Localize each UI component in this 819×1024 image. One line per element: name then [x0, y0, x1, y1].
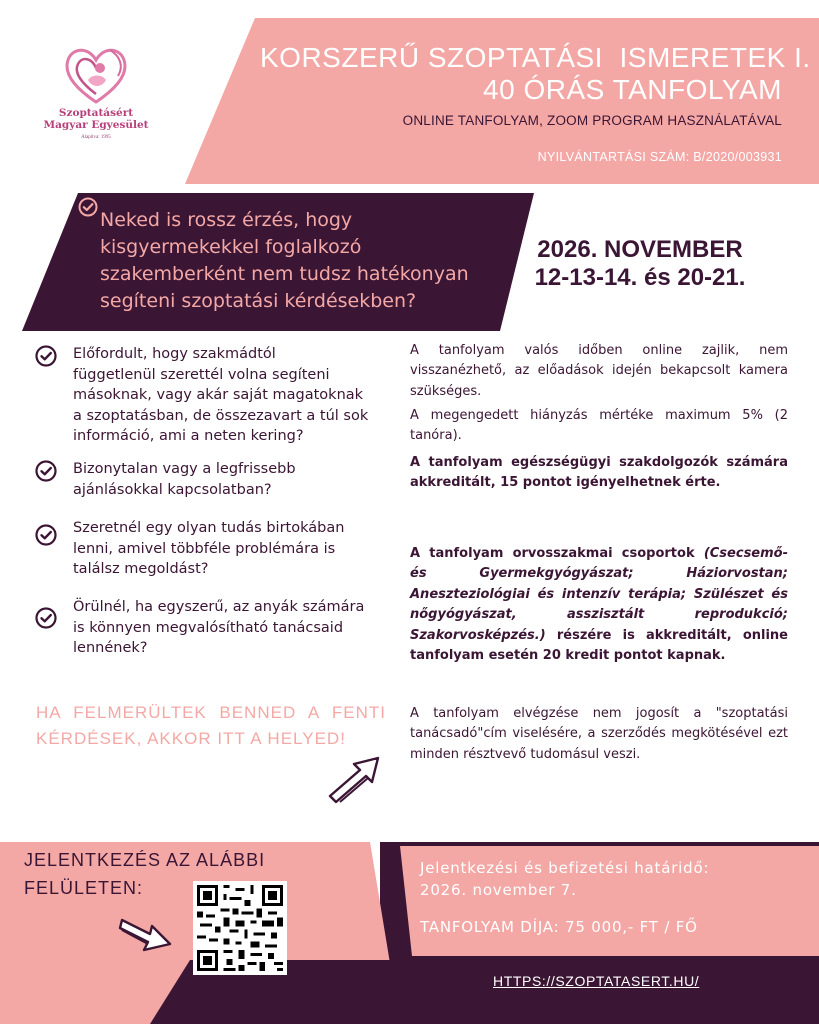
list-item [73, 344, 383, 447]
registration-label-line2: FELÜLETEN: [24, 878, 144, 898]
question-line3: szakemberként nem tudsz hatékonyan [100, 263, 469, 285]
list-item-line: is könnyen megvalósítható tanácsaid [73, 619, 344, 636]
arrow-down-right-icon [118, 910, 176, 956]
date-line1: 2026. NOVEMBER [537, 236, 743, 263]
arrow-up-right-icon [326, 752, 384, 804]
title-line1: KORSZERŰ SZOPTATÁSI ISMERETEK I. [260, 42, 811, 73]
check-circle-icon [78, 197, 98, 217]
list-item-line: másoknak, vagy akár saját magatoknak [73, 387, 364, 403]
deadline-date: 2026. november 7. [420, 881, 577, 899]
logo-founded: Alapítva: 1995 [81, 135, 111, 140]
list-item-line: Örülnél, ha egyszerű, az anyák számára [73, 599, 365, 615]
title-line2: 40 ÓRÁS TANFOLYAM [483, 74, 782, 105]
list-item-line: függetlenül szerettél volna segíteni [73, 366, 330, 383]
date-line2: 12-13-14. és 20-21. [534, 264, 746, 291]
check-circle-icon [35, 524, 57, 546]
check-circle-icon [35, 607, 57, 629]
logo-name-line1: Szoptatásért [58, 107, 134, 119]
logo-heart-icon [62, 44, 130, 106]
course-format: ONLINE TANFOLYAM, ZOOM PROGRAM HASZNÁLATÁVAL [402, 113, 782, 128]
course-fee: TANFOLYAM DÍJA: 75 000,- FT / FŐ [420, 918, 698, 936]
list-item-line: lenni, amivel többféle problémára is [73, 540, 336, 557]
website-link[interactable]: HTTPS://SZOPTATASERT.HU/ [493, 973, 700, 989]
info-paragraph: A tanfolyam valós időben online zajlik, nem visszanézhető, az előadások idején bekapcsolt kamera szükséges. [410, 343, 788, 399]
list-item [73, 518, 383, 580]
qr-code[interactable] [193, 881, 287, 975]
logo-name [40, 107, 152, 131]
call-to-action: HA FELMERÜLTEK BENNED A FENTI KÉRDÉSEK, AKKOR ITT A HELYED! [36, 703, 386, 748]
question-line2: kisgyermekekkel foglalkozó [100, 236, 362, 258]
registration-label-line1: JELENTKEZÉS AZ ALÁBBI [24, 850, 266, 870]
check-circle-icon [35, 345, 57, 367]
registration-number: NYILVÁNTARTÁSI SZÁM: B/2020/003931 [537, 150, 782, 164]
accreditation-paragraph: A tanfolyam egészségügyi szakdolgozók számára akkreditált, 15 pontot igényelhetnek érte. [410, 455, 788, 491]
accreditation-text-end: részére is akkreditált, online tanfolyam esetén 20 kredit pontot kapnak. [410, 627, 788, 664]
application-deadline [420, 857, 780, 901]
deadline-label: Jelentkezési és befizetési határidő: [420, 859, 710, 877]
logo-name-line2: Magyar Egyesület [43, 119, 149, 131]
page-title [260, 42, 811, 106]
list-item-line: Előfordult, hogy szakmádtól [73, 346, 276, 362]
list-item-line: információ, ami a neten kering? [73, 428, 304, 444]
question-line1: Neked is rossz érzés, hogy [100, 209, 353, 231]
accreditation-text: A tanfolyam orvosszakmai csoportok [410, 546, 704, 561]
info-paragraph: A megengedett hiányzás mértéke maximum 5% (2 tanóra). [410, 408, 788, 444]
association-logo [40, 44, 150, 154]
question-line4: segíteni szoptatási kérdésekben? [100, 290, 417, 312]
list-item-line: ajánlásokkal kapcsolatban? [73, 481, 272, 498]
disclaimer-paragraph: A tanfolyam elvégzése nem jogosít a "szoptatási tanácsadó"cím viselésére, a szerződés megkötésével ezt minden résztvevő tudomásul veszi. [410, 706, 788, 762]
check-circle-icon [35, 460, 57, 482]
list-item [73, 597, 383, 659]
question-text [100, 207, 520, 315]
list-item [73, 459, 383, 500]
medical-accreditation-paragraph [410, 544, 788, 666]
qr-code-icon [197, 885, 283, 971]
list-item-line: lennének? [73, 640, 148, 656]
list-item-line: találsz megoldást? [73, 561, 209, 577]
course-dates [520, 236, 760, 292]
list-item-line: Szeretnél egy olyan tudás birtokában [73, 520, 345, 536]
list-item-line: Bizonytalan vagy a legfrissebb [73, 461, 296, 477]
list-item-line: a szoptatásban, de összezavart a túl sok [73, 407, 369, 424]
specialties-text: (Csecsemő- és Gyermekgyógyászat; Háziorvostan; Aneszteziológiai és intenzív terápia; Szülészet és nőgyógyászat, asszisztált reprodukció; Szakorvosképzés.) [410, 546, 788, 643]
